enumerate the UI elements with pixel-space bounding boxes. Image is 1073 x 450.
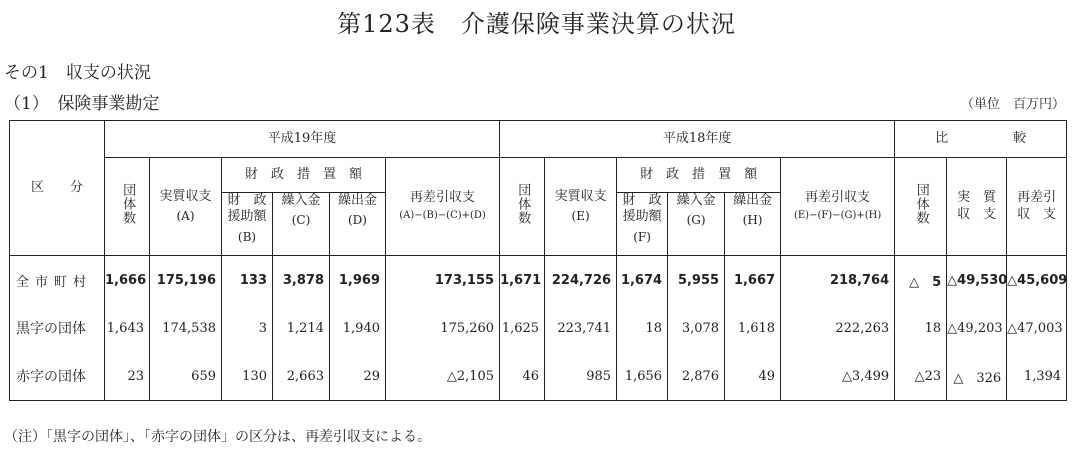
table-cell: 5,955 (668, 256, 725, 305)
header-kuriire-19: 繰入金 (C) (273, 193, 330, 256)
table-cell: 175,196 (150, 256, 222, 305)
table-cell: 1,969 (330, 256, 386, 305)
page-title: 第123表 介護保険事業決算の状況 (337, 10, 736, 38)
header-cmp-dantai: 団体数 (895, 158, 947, 256)
table-row (10, 256, 1067, 305)
header-enjo-19: 財 政援助額 (B) (222, 193, 273, 256)
header-enjo-18: 財 政援助額 (F) (617, 193, 668, 256)
header-year19: 平成19年度 (105, 121, 500, 158)
table-cell: 175,260 (386, 304, 500, 352)
table-cell: △3,499 (781, 352, 895, 401)
row-label: 黒字の団体 (10, 304, 105, 352)
table-row (10, 304, 1067, 352)
table-cell: 3,078 (668, 304, 725, 352)
row-label: 赤字の団体 (10, 352, 105, 401)
header-jisshitsu-19: 実質収支 (A) (150, 158, 222, 256)
table-cell: 173,155 (386, 256, 500, 305)
table-cell: 1,394 (1007, 352, 1067, 401)
unit-label: （単位 百万円） (960, 97, 1065, 112)
table-cell: 18 (895, 304, 947, 352)
header-kuridashi-19: 繰出金 (D) (330, 193, 386, 256)
table-cell: 29 (330, 352, 386, 401)
table-row (10, 352, 1067, 401)
table-cell: 3 (222, 304, 273, 352)
table-cell: △45,609 (1007, 256, 1067, 305)
table-cell: △47,003 (1007, 304, 1067, 352)
header-cmp-saisashi: 再差引 収 支 (1007, 158, 1067, 256)
table-cell: 130 (222, 352, 273, 401)
header-dantaisu-18: 団体数 (500, 158, 545, 256)
header-comparison: 比 較 (895, 121, 1067, 158)
table-cell: 46 (500, 352, 545, 401)
table-cell: △ 326 (947, 352, 1007, 401)
header-kubun: 区 分 (10, 121, 105, 256)
table-cell: 1,671 (500, 256, 545, 305)
table-cell: △49,203 (947, 304, 1007, 352)
table-cell: 1,940 (330, 304, 386, 352)
table-cell: 1,666 (105, 256, 150, 305)
table-cell: 23 (105, 352, 150, 401)
header-year18: 平成18年度 (500, 121, 895, 158)
table-cell: 218,764 (781, 256, 895, 305)
table-cell: 2,876 (668, 352, 725, 401)
table-cell: 1,667 (725, 256, 781, 305)
table-cell: 174,538 (150, 304, 222, 352)
table-cell: 49 (725, 352, 781, 401)
footnote: （注）「黒字の団体」、「赤字の団体」の区分は、再差引収支による。 (4, 429, 431, 445)
table-cell: 18 (617, 304, 668, 352)
table-cell: △ 5 (895, 256, 947, 305)
header-dantaisu-19: 団体数 (105, 158, 150, 256)
header-kuridashi-18: 繰出金 (H) (725, 193, 781, 256)
table-cell: 1,643 (105, 304, 150, 352)
table-cell: 222,263 (781, 304, 895, 352)
table-cell: △2,105 (386, 352, 500, 401)
table-cell: 224,726 (545, 256, 617, 305)
table-cell: 2,663 (273, 352, 330, 401)
table-cell: △23 (895, 352, 947, 401)
header-jisshitsu-18: 実質収支 (E) (545, 158, 617, 256)
table-cell: 1,656 (617, 352, 668, 401)
table-cell: 985 (545, 352, 617, 401)
table-cell: 133 (222, 256, 273, 305)
header-zaiseisochi-19: 財 政 措 置 額 (222, 158, 386, 193)
table-cell: 3,878 (273, 256, 330, 305)
header-saisashi-18: 再差引収支 (E)−(F)−(G)+(H) (781, 158, 895, 256)
table-cell: 1,625 (500, 304, 545, 352)
table-cell: 223,741 (545, 304, 617, 352)
settlement-table (9, 120, 1070, 401)
header-saisashi-19: 再差引収支 (A)−(B)−(C)+(D) (386, 158, 500, 256)
table-cell: 1,618 (725, 304, 781, 352)
table-cell: 1,674 (617, 256, 668, 305)
table-cell: △49,530 (947, 256, 1007, 305)
table-cell: 659 (150, 352, 222, 401)
subsection-title: （1） 保険事業勘定 (4, 94, 160, 114)
section-title: その1 収支の状況 (4, 63, 151, 83)
row-label: 全市町村 (10, 256, 105, 305)
header-cmp-jisshitsu: 実 質 収 支 (947, 158, 1007, 256)
header-kuriire-18: 繰入金 (G) (668, 193, 725, 256)
header-zaiseisochi-18: 財 政 措 置 額 (617, 158, 781, 193)
table-cell: 1,214 (273, 304, 330, 352)
